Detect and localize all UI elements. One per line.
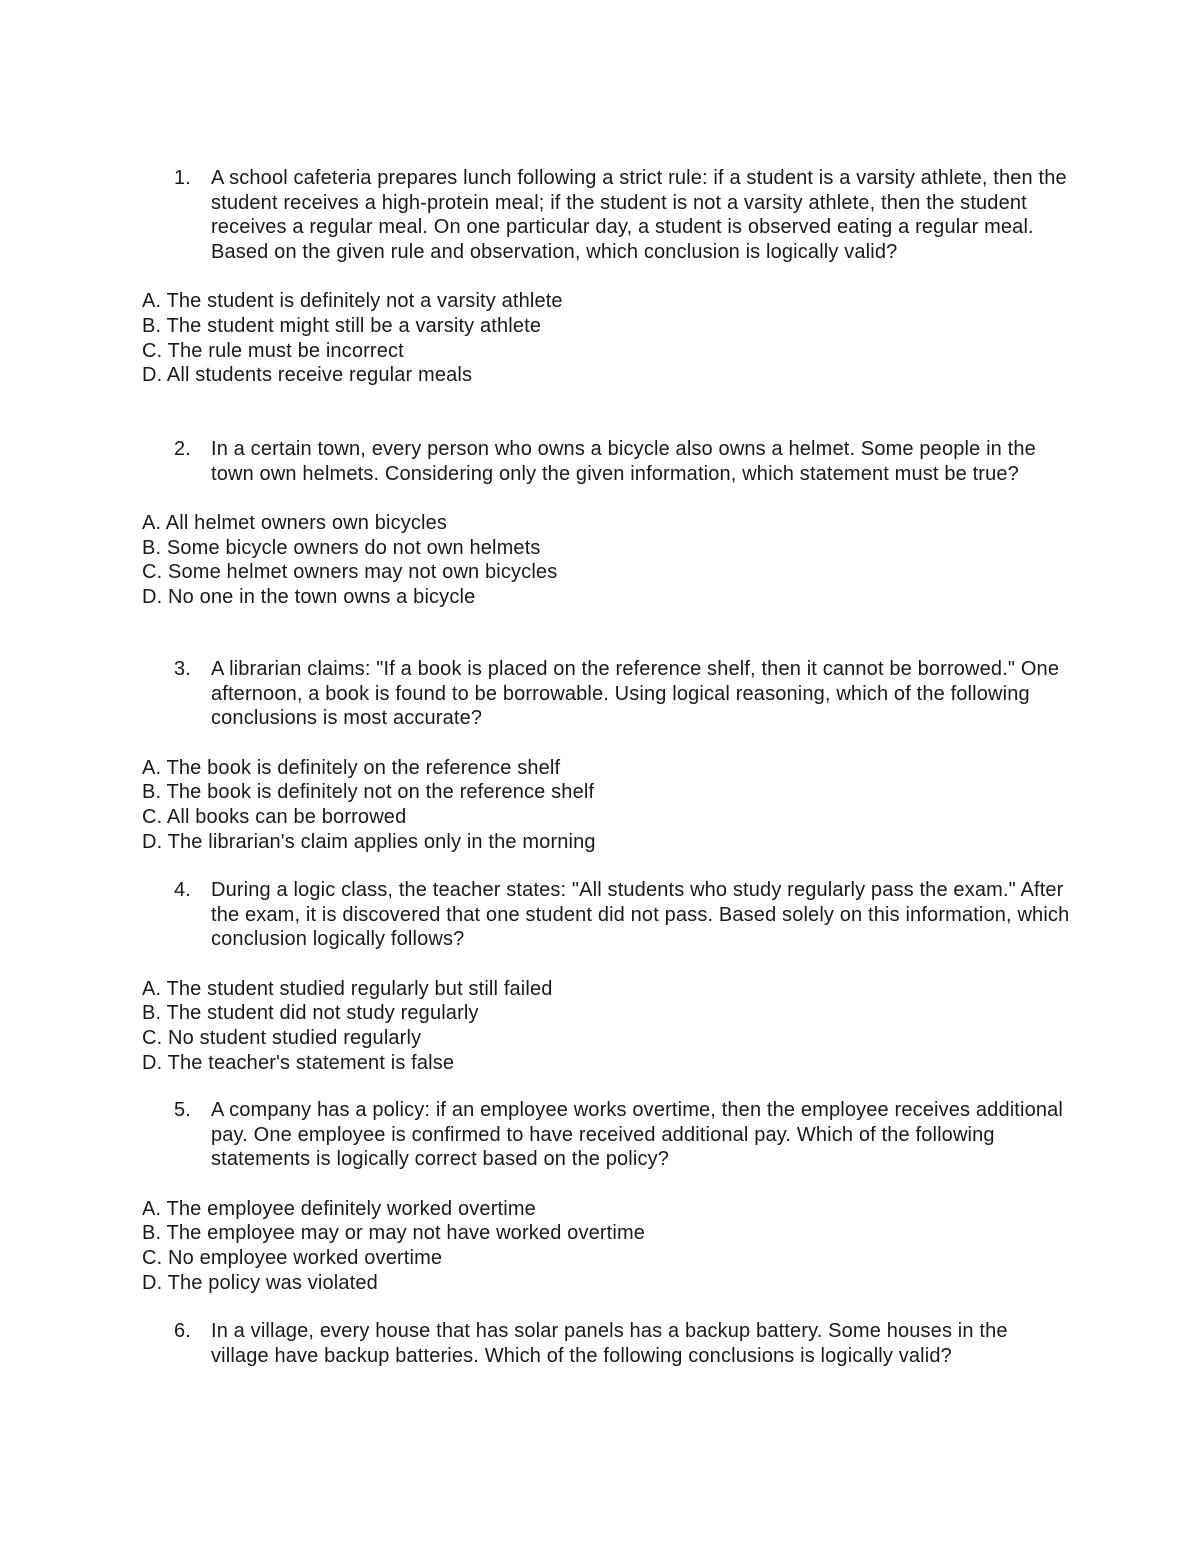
question-row bbox=[0, 1098, 1200, 1172]
question-row bbox=[0, 1319, 1200, 1368]
answer-option-a: A. The employee definitely worked overtime bbox=[142, 1197, 536, 1220]
answer-option-d: D. The teacher's statement is false bbox=[142, 1051, 455, 1074]
answer-option-d: D. No one in the town owns a bicycle bbox=[142, 585, 476, 608]
question-number: 6. bbox=[174, 1320, 191, 1342]
answer-option-b: B. The employee may or may not have worked overtime bbox=[142, 1222, 646, 1245]
question-number: 1. bbox=[174, 167, 191, 189]
answer-option-b: B. The student did not study regularly bbox=[142, 1002, 479, 1025]
answer-options bbox=[142, 511, 1042, 609]
question-text: In a village, every house that has solar panels has a backup battery. Some houses in the village have backup batteries. Which of the following conclusions is logically valid? bbox=[211, 1320, 1008, 1367]
question-number: 2. bbox=[174, 438, 191, 460]
question-2 bbox=[0, 437, 1200, 610]
question-5 bbox=[0, 1098, 1200, 1295]
answer-option-d: D. All students receive regular meals bbox=[142, 364, 473, 387]
answer-option-a: A. The book is definitely on the reference shelf bbox=[142, 756, 561, 779]
answer-options bbox=[142, 977, 1042, 1075]
answer-option-c: C. No student studied regularly bbox=[142, 1026, 422, 1049]
question-number: 5. bbox=[174, 1099, 191, 1121]
answer-option-c: C. All books can be borrowed bbox=[142, 805, 407, 828]
answer-options bbox=[142, 756, 1042, 854]
question-text: During a logic class, the teacher states: "All students who study regularly pass the exam." After the exam, it is discovered that one student did not pass. Based solely on this information, which conclusion logically follows? bbox=[211, 879, 1070, 951]
question-6 bbox=[0, 1319, 1200, 1368]
answer-option-a: A. The student studied regularly but still failed bbox=[142, 977, 553, 1000]
question-1 bbox=[0, 166, 1200, 388]
answer-option-d: D. The policy was violated bbox=[142, 1271, 378, 1294]
answer-option-d: D. The librarian's claim applies only in the morning bbox=[142, 830, 596, 853]
answer-option-a: A. All helmet owners own bicycles bbox=[142, 512, 448, 535]
question-text: A company has a policy: if an employee works overtime, then the employee receives additional pay. One employee is confirmed to have received additional pay. Which of the following statements is logically correct based on the policy? bbox=[211, 1099, 1064, 1171]
question-number: 4. bbox=[174, 879, 191, 901]
answer-option-c: C. The rule must be incorrect bbox=[142, 339, 404, 362]
answer-option-b: B. The student might still be a varsity athlete bbox=[142, 314, 542, 337]
question-4 bbox=[0, 878, 1200, 1075]
question-row bbox=[0, 166, 1200, 264]
answer-option-a: A. The student is definitely not a varsity athlete bbox=[142, 290, 563, 313]
answer-options bbox=[142, 289, 1042, 387]
question-row bbox=[0, 437, 1200, 486]
question-number: 3. bbox=[174, 658, 191, 680]
answer-options bbox=[142, 1197, 1042, 1295]
question-text: A school cafeteria prepares lunch following a strict rule: if a student is a varsity athlete, then the student receives a high-protein meal; if the student is not a varsity athlete, then the student receives a regular meal. On one particular day, a student is observed eating a regular meal. Based on the given rule and observation, which conclusion is logically valid? bbox=[211, 167, 1067, 263]
answer-option-b: B. Some bicycle owners do not own helmets bbox=[142, 536, 541, 559]
answer-option-b: B. The book is definitely not on the reference shelf bbox=[142, 781, 595, 804]
answer-option-c: C. Some helmet owners may not own bicycles bbox=[142, 561, 558, 584]
question-row bbox=[0, 878, 1200, 952]
question-row bbox=[0, 657, 1200, 731]
answer-option-c: C. No employee worked overtime bbox=[142, 1246, 443, 1269]
question-text: A librarian claims: "If a book is placed on the reference shelf, then it cannot be borrowed." One afternoon, a book is found to be borrowable. Using logical reasoning, which of the following conclusions is most accurate? bbox=[211, 658, 1060, 730]
question-text: In a certain town, every person who owns a bicycle also owns a helmet. Some people in the town own helmets. Considering only the given information, which statement must be true? bbox=[211, 438, 1036, 485]
question-3 bbox=[0, 657, 1200, 854]
